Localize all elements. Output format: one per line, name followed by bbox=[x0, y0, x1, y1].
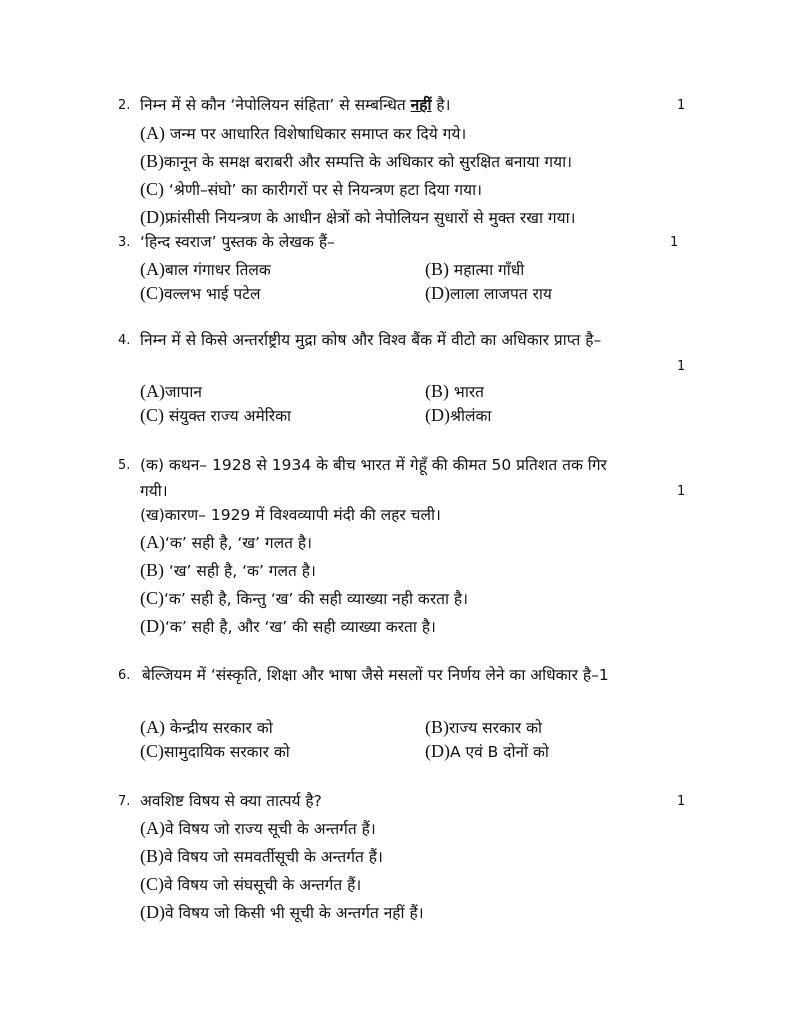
option-a: (A)वे विषय जो राज्य सूची के अन्तर्गत हैं। bbox=[140, 818, 376, 838]
option-d: (D)वे विषय जो किसी भी सूची के अन्तर्गत नहीं हैं। bbox=[140, 902, 424, 922]
reason-text: (ख)कारण– 1929 में विश्वव्यापी मंदी की लहर चली। bbox=[140, 506, 441, 524]
question-text: बेल्जियम में ‘संस्कृति, शिक्षा और भाषा जैसे मसलों पर निर्णय लेने का अधिकार है–1 bbox=[142, 666, 609, 684]
question-text: अवशिष्ट विषय से क्या तात्पर्य है? bbox=[140, 792, 322, 810]
marks: 1 bbox=[670, 235, 679, 250]
option-d: (D)फ्रांसीसी नियन्त्रण के आधीन क्षेत्रों को नेपोलियन सुधारों से मुक्त रखा गया। bbox=[140, 207, 576, 227]
emphasis-text: नहीं bbox=[410, 96, 432, 114]
option-c: (C)सामुदायिक सरकार को bbox=[140, 741, 290, 761]
option-a: (A)बाल गंगाधर तिलक bbox=[140, 259, 271, 279]
option-a: (A) केन्द्रीय सरकार को bbox=[140, 717, 273, 737]
option-c: (C)वे विषय जो संघसूची के अन्तर्गत हैं। bbox=[140, 874, 362, 894]
option-a: (A)जापान bbox=[140, 381, 202, 401]
option-b: (B)कानून के समक्ष बराबरी और सम्पत्ति के अधिकार को सुरक्षित बनाया गया। bbox=[140, 151, 572, 171]
option-b: (B) महात्मा गाँधी bbox=[425, 259, 525, 279]
question-number: 3. bbox=[118, 235, 131, 250]
option-d: (D)श्रीलंका bbox=[425, 405, 492, 425]
option-c: (C) संयुक्त राज्य अमेरिका bbox=[140, 405, 291, 425]
marks: 1 bbox=[677, 359, 686, 374]
question-number: 5. bbox=[118, 458, 131, 473]
question-text: निम्न में से किसे अन्तर्राष्ट्रीय मुद्रा कोष और विश्व बैंक में वीटो का अधिकार प्राप्त है– bbox=[140, 331, 602, 349]
option-d: (D)लाला लाजपत राय bbox=[425, 283, 552, 303]
question-text: निम्न में से कौन ‘नेपोलियन संहिता’ से सम्बन्धित नहीं है। bbox=[140, 96, 451, 114]
option-b: (B) ‘ख’ सही है, ‘क’ गलत है। bbox=[140, 560, 316, 580]
option-d: (D)‘क’ सही है, और ‘ख’ की सही व्याख्या करता है। bbox=[140, 616, 436, 636]
option-c: (C)‘क’ सही है, किन्तु ‘ख’ की सही व्याख्या नही करता है। bbox=[140, 588, 469, 608]
marks: 1 bbox=[677, 98, 686, 113]
option-b: (B) भारत bbox=[425, 381, 485, 401]
question-text: (क) कथन– 1928 से 1934 के बीच भारत में गेहूँ की कीमत 50 प्रतिशत तक गिर bbox=[140, 456, 607, 474]
marks: 1 bbox=[677, 484, 686, 499]
question-number: 6. bbox=[118, 668, 131, 683]
option-c: (C) ‘श्रेणी–संघो’ का कारीगरों पर से नियन्त्रण हटा दिया गया। bbox=[140, 179, 483, 199]
option-c: (C)वल्लभ भाई पटेल bbox=[140, 283, 261, 303]
question-text-continued: गयी। bbox=[140, 482, 168, 500]
question-text: ‘हिन्द स्वराज’ पुस्तक के लेखक हैं– bbox=[140, 233, 335, 251]
question-number: 7. bbox=[118, 794, 131, 809]
option-b: (B)राज्य सरकार को bbox=[425, 717, 543, 737]
option-a: (A)‘क’ सही है, ‘ख’ गलत है। bbox=[140, 532, 312, 552]
option-a: (A) जन्म पर आधारित विशेषाधिकार समाप्त कर दिये गये। bbox=[140, 123, 467, 143]
marks: 1 bbox=[677, 794, 686, 809]
question-number: 2. bbox=[118, 98, 131, 113]
option-d: (D)A एवं B दोनों को bbox=[425, 741, 549, 761]
question-number: 4. bbox=[118, 333, 131, 348]
option-b: (B)वे विषय जो समवर्तीसूची के अन्तर्गत हैं। bbox=[140, 846, 383, 866]
